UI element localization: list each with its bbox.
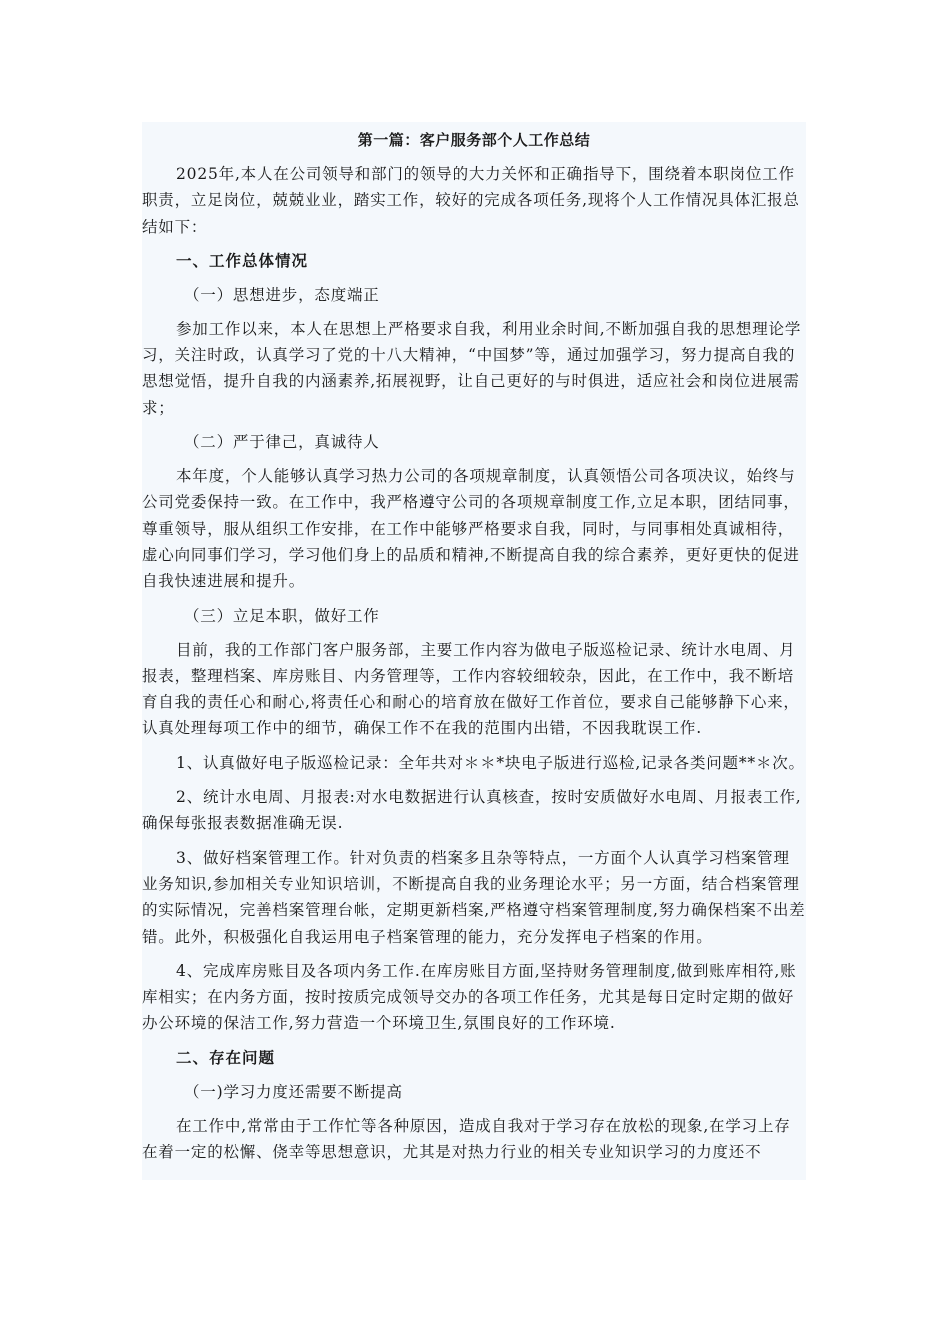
subsection-heading: （一）思想进步，态度端正: [184, 285, 380, 304]
list-item: 1、认真做好电子版巡检记录：全年共对＊＊*块电子版进行巡检,记录各类问题**＊次。: [176, 753, 805, 772]
list-item: 2、统计水电周、月报表:对水电数据进行认真核查，按时安质做好水电周、月报表工作,确保每张报表数据准确无误.: [142, 788, 802, 833]
paragraph: 参加工作以来，本人在思想上严格要求自我，利用业余时间,不断加强自我的思想理论学习，关注时政，认真学习了党的十八大精神，“中国梦”等，通过加强学习，努力提高自我的思想觉悟，提升自我的内涵素养,拓展视野，让自己更好的与时俱进，适应社会和岗位进展需求；: [142, 319, 802, 417]
paragraph: 目前，我的工作部门客户服务部，主要工作内容为做电子版巡检记录、统计水电周、月报表，整理档案、库房账目、内务管理等，工作内容较细较杂，因此，在工作中，我不断培育自我的责任心和耐心,将责任心和耐心的培育放在做好工作首位，要求自己能够静下心来，认真处理每项工作中的细节，确保工作不在我的范围内出错，不因我耽误工作.: [142, 640, 800, 738]
intro-paragraph: 2025年,本人在公司领导和部门的领导的大力关怀和正确指导下，围绕着本职岗位工作职责，立足岗位，兢兢业业，踏实工作，较好的完成各项任务,现将个人工作情况具体汇报总结如下：: [142, 165, 800, 236]
subsection-heading: （三）立足本职，做好工作: [184, 606, 380, 625]
document-title: 第一篇：客户服务部个人工作总结: [357, 131, 591, 149]
list-item: 4、完成库房账目及各项内务工作.在库房账目方面,坚持财务管理制度,做到账库相符,账库相实；在内务方面，按时按质完成领导交办的各项工作任务，尤其是每日定时定期的做好办公环境的保洁工作,努力营造一个环境卫生,氛围良好的工作环境.: [142, 961, 797, 1033]
section-heading: 一、工作总体情况: [176, 251, 309, 270]
list-item: 3、做好档案管理工作。针对负责的档案多且杂等特点，一方面个人认真学习档案管理业务知识,参加相关专业知识培训，不断提高自我的业务理论水平；另一方面，结合档案管理的实际情况，完善档案管理台帐，定期更新档案,严格遵守档案管理制度,努力确保档案不出差错。此外，积极强化自我运用电子档案管理的能力，充分发挥电子档案的作用。: [142, 848, 806, 946]
document-body: [142, 122, 806, 1180]
section-heading: 二、存在问题: [176, 1048, 276, 1067]
subsection-heading: （二）严于律己，真诚待人: [184, 433, 380, 452]
paragraph: 本年度，个人能够认真学习热力公司的各项规章制度，认真领悟公司各项决议，始终与公司党委保持一致。在工作中，我严格遵守公司的各项规章制度工作,立足本职，团结同事，尊重领导，服从组织工作安排，在工作中能够严格要求自我，同时，与同事相处真诚相待，虚心向同事们学习，学习他们身上的品质和精神,不断提高自我的综合素养，更好更快的促进自我快速进展和提升。: [142, 467, 800, 591]
paragraph: 在工作中,常常由于工作忙等各种原因，造成自我对于学习存在放松的现象,在学习上存在着一定的松懈、侥幸等思想意识，尤其是对热力行业的相关专业知识学习的力度还不: [142, 1116, 791, 1162]
subsection-heading: （一)学习力度还需要不断提高: [184, 1082, 403, 1101]
